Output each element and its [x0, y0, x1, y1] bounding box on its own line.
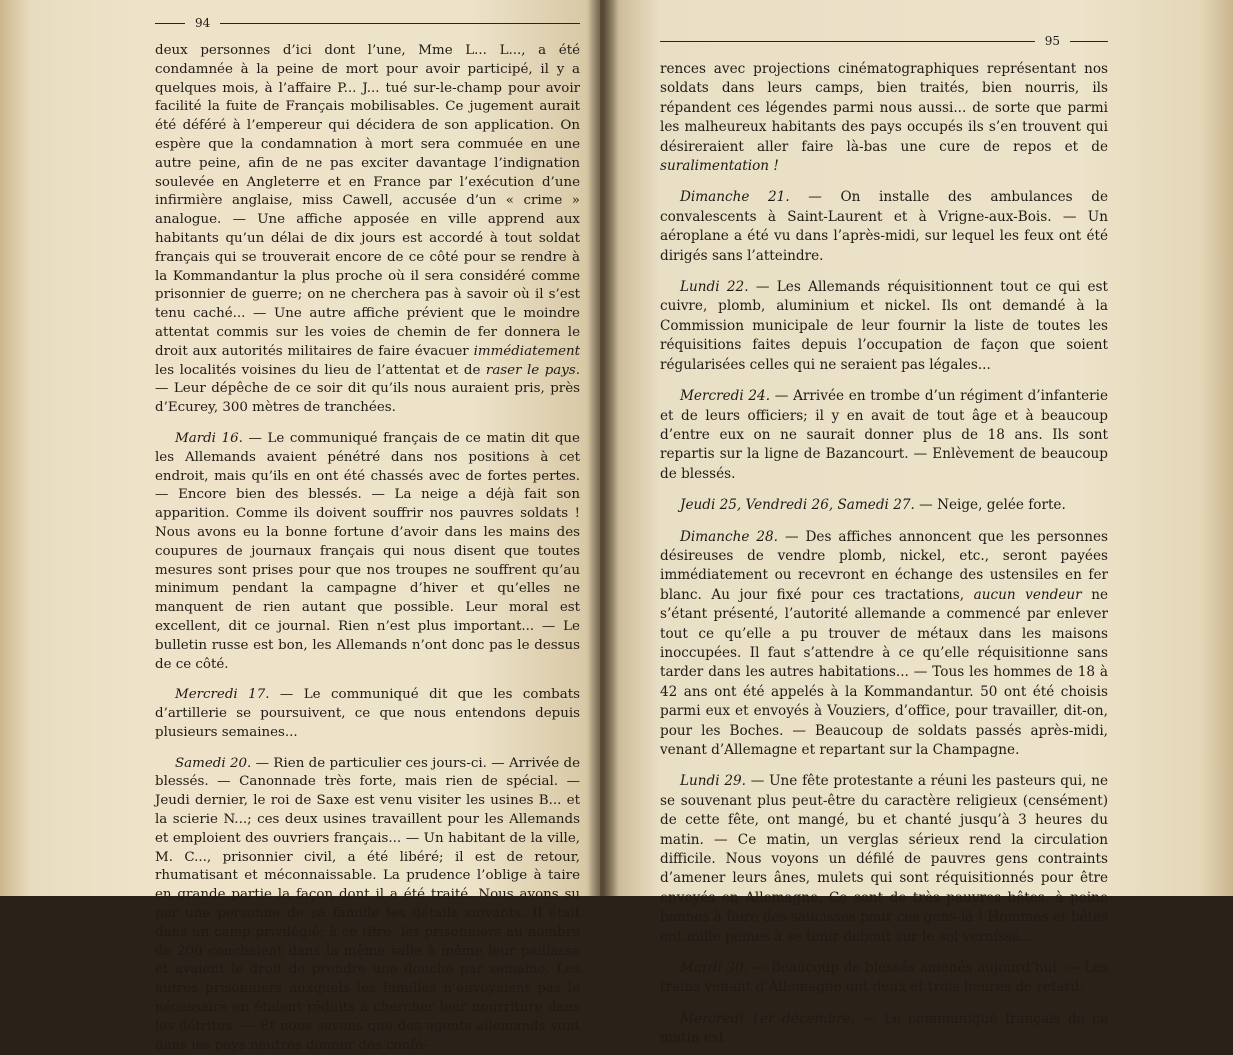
text-run: — Le communiqué dit que les combats d’artillerie se poursuivent, ce que nous entendons depuis plusieurs semaines...	[155, 687, 580, 740]
paragraph	[155, 755, 580, 1055]
italic-text: Mardi 30.	[680, 960, 748, 977]
header-rule	[155, 23, 185, 24]
italic-text: Jeudi 25, Vendredi 26, Samedi 27.	[680, 497, 915, 514]
right-page	[600, 0, 1233, 1047]
text-run: — Leur dépêche de ce soir dit qu’ils nous auraient pris, près d’Ecurey, 300 mètres de tranchées.	[155, 381, 580, 416]
italic-text: immédiatement	[473, 343, 580, 359]
paragraph	[660, 387, 1108, 484]
text-run: — Une fête protestante a réuni les pasteurs qui, ne se souvenant plus peut-être du caractère religieux (censément) de cette fête, ont mangé, bu et chanté jusqu’à 3 heures du matin. — Ce matin, un verglas sérieux rend la circulation difficile. Nous voyons un défilé de pauvres gens contraints d’amener leurs ânes, mulets qui sont réquisitionnés pour être envoyés en Allemagne. Ce sont de très pauvres bêtes, à peine bonnes à faire des saucisses pour ces gens-là ! Hommes et bêtes ont mille peines à se tenir debout sur le sol verníssé...	[660, 773, 1108, 945]
italic-text: Lundi 29.	[680, 773, 746, 790]
page-number: 95	[1044, 34, 1060, 48]
text-run: rences avec projections cinématographiques représentant nos soldats dans leurs camps, bien traités, bien nourris, ils répandent ces légendes parmi nous aussi... de sorte que parmi les malheureux habitants des pays occupés ils s’en trouvent qui désireraient aller faire là-bas une cure de repos et de	[660, 61, 1108, 155]
text-run: — Le communiqué français de ce matin dit que les Allemands avaient pénétré dans nos positions à cet endroit, mais qu’ils en ont été chassés avec de fortes pertes. — Encore bien des blessés. — La neige a déjà fait son apparition. Comme ils doivent souffrir nos pauvres soldats ! Nous avons eu la bonne fortune d’avoir dans les mains des coupures de journaux français qui nous disent que toutes mesures sont prises pour que nos troupes ne souffrent qu’au minimum pendant la campagne d’hiver et qu’elles ne manquent de rien autant que possible. Leur moral est excellent, dit ce journal. Rien n’est plus important... — Le bulletin russe est bon, les Allemands n’ont donc pas le dessus de ce côté.	[155, 430, 580, 672]
right-page-body	[660, 60, 1108, 1049]
paragraph	[660, 60, 1108, 176]
italic-text: raser le pays.	[485, 362, 580, 378]
paragraph	[660, 528, 1108, 761]
italic-text: Lundi 22.	[680, 279, 749, 296]
book-gutter	[588, 0, 618, 896]
text-run: — Rien de particulier ces jours-ci. — Arrivée de blessés. — Canonnade très forte, mais rien de spécial. — Jeudi dernier, le roi de Saxe est venu visiter les usines B... et la scierie N...; ces deux usines travaillent pour les Allemands et emploient des ouvriers français... — Un habitant de la ville, M. C..., prisonnier civil, a été libéré; il est de retour, rhumatisant et méconnaissable. La prudence l’oblige à taire en grande partie la façon dont il a été traité. Nous avons su par une personne de sa famille les détails suivants. Il était dans un camp privilégié; à ce titre, les prisonniers au nombre de 200 couchaient dans la même salle à même leur paillasse et avaient le droit de prendre une douche par semaine. Les autres prisonniers auxquels les familles n’envoyaient pas le nécessaire en étaient réduits à chercher leur nourriture dans les détritus. — Et nous savons que des agents allemands vont dans les pays neutres donner des confé-	[155, 755, 580, 1053]
page-number: 94	[195, 16, 211, 30]
paragraph	[660, 496, 1108, 515]
text-run: — Beaucoup de blessés amenés aujourd’hui. — Les trains venant d’Allemagne ont deux et trois heures de retard.	[660, 960, 1109, 996]
text-run: — Des affiches annoncent que les personnes désireuses de vendre plomb, nickel, etc., seront payées immédiatement ou recevront en échange des ustensiles en fer blanc. Au jour fixé pour ces tractations,	[660, 528, 1108, 603]
paragraph	[660, 278, 1108, 375]
text-run: — On installe des ambulances de convalescents à Saint-Laurent et à Vrigne-aux-Bois. — Un aéroplane a été vu dans l’après-midi, sur lequel les feux ont été dirigés sans l’atteindre.	[660, 189, 1108, 264]
italic-text: Mercredi 24.	[680, 388, 771, 405]
text-run: deux personnes d’ici dont l’une, Mme L... L..., a été condamnée à la peine de mort pour avoir participé, il y a quelques mois, à l’affaire P... J... tué sur-le-champ pour avoir facilité la fuite de Français mobilisables. Ce jugement aurait été déféré à l’empereur qui décidera de son application. On espère que la condamnation à mort sera commuée en une autre peine, afin de ne pas exciter davantage l’indignation soulevée en Angleterre et en France par l’exécution d’une infirmière anglaise, miss Cawell, accusée d’un « crime » analogue. — Une affiche apposée en ville apprend aux habitants qu’un délai de dix jours est accordé à tout soldat français qui se trouverait encore de ce côté pour se rendre à la Kommandantur la plus proche où il sera considéré comme prisonnier de guerre; on ne cherchera pas à savoir où il s’est tenu caché... — Une autre affiche prévient que le moindre attentat commis sur les voies de chemin de fer donnera le droit aux autorités militaires de faire évacuer	[155, 43, 580, 359]
text-run: — Neige, gelée forte.	[914, 497, 1066, 514]
left-page-header	[155, 12, 580, 34]
italic-text: Mercredi 1er décembre.	[680, 1010, 855, 1027]
italic-text: Mardi 16.	[175, 430, 243, 446]
text-run: ne s’étant présenté, l’autorité allemande a commencé par enlever tout ce qu’elle a pu trouver de métaux dans les maisons inoccupées. Il faut s’attendre à ce qu’elle réquisitionne sans tarder dans les autres habitations... — Tous les hommes de 18 à 42 ans ont été appelés à la Kommandantur. 50 ont été choisis parmi eux et envoyés à Vouziers, d’office, pour travailler, dit-on, pour les Boches. — Beaucoup de soldats passés après-midi, venant d’Allemagne et repartant sur la Champagne.	[660, 586, 1108, 758]
italic-text: suralimentation !	[660, 158, 779, 175]
text-run: les localités voisines du lieu de l’attentat et de	[155, 362, 486, 378]
left-page	[0, 0, 612, 1053]
paragraph	[155, 686, 580, 742]
italic-text: Samedi 20.	[175, 755, 252, 771]
italic-text: Dimanche 28.	[680, 528, 778, 545]
header-rule	[220, 23, 580, 24]
header-rule	[1070, 41, 1108, 42]
text-run: — Arrivée en trombe d’un régiment d’infanterie et de leurs officiers; il y en avait de tout âge et à beaucoup d’entre eux on ne saurait donner plus de 18 ans. Ils sont repartis sur la ligne de Bazancourt. — Enlèvement de beaucoup de blessés.	[660, 388, 1109, 482]
header-rule	[660, 41, 1035, 42]
text-run: — Le communiqué français de ce matin est	[660, 1010, 1108, 1047]
text-run: — Les Allemands réquisitionnent tout ce qui est cuivre, plomb, aluminium et nickel. Ils ont demandé à la Commission municipale de leur fournir la liste de toutes les réquisitions faites depuis l’occupation de façon que soient régularisées celles qui ne seraient pas légales...	[660, 279, 1108, 373]
paragraph	[660, 188, 1108, 266]
italic-text: Mercredi 17.	[175, 687, 270, 703]
paragraph	[660, 772, 1108, 947]
right-page-header	[660, 30, 1108, 52]
italic-text: Dimanche 21.	[680, 189, 790, 206]
paragraph	[155, 42, 580, 418]
paragraph	[660, 1010, 1108, 1049]
paragraph	[155, 430, 580, 674]
left-page-body	[155, 42, 580, 1055]
italic-text: aucun vendeur	[973, 586, 1082, 603]
paragraph	[660, 959, 1108, 998]
